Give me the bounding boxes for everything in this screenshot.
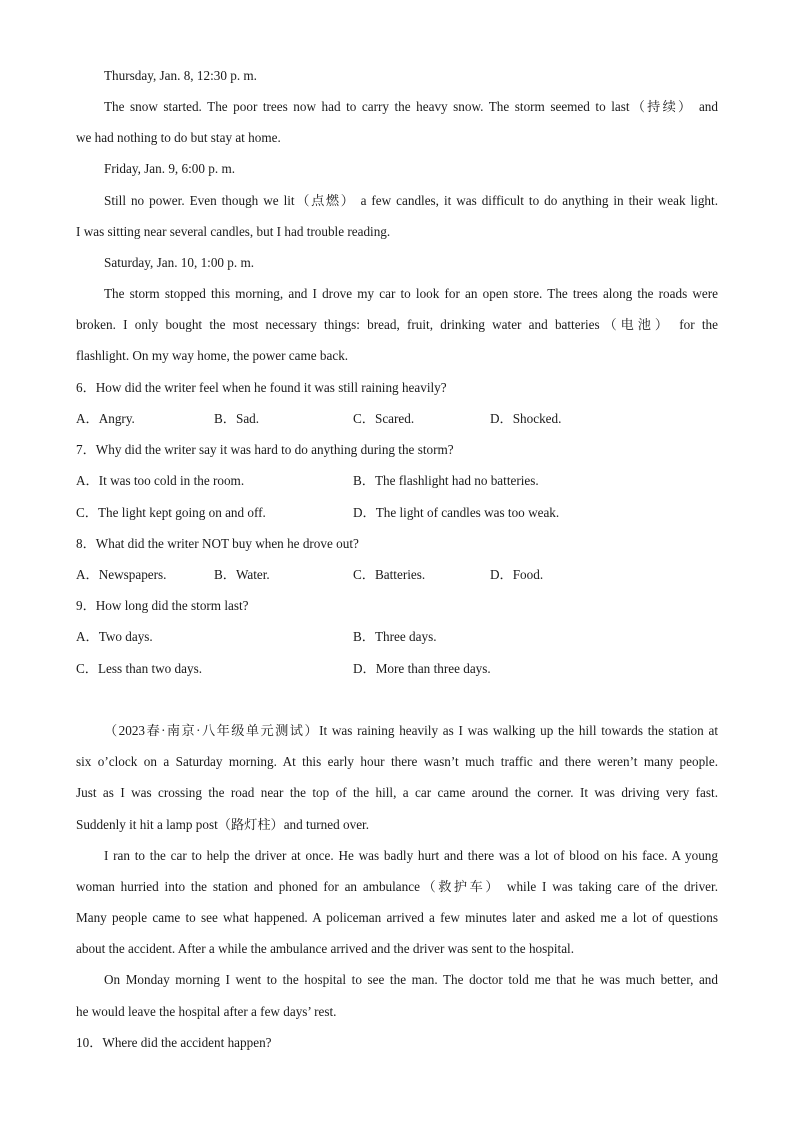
option-c: C．The light kept going on and off. (76, 505, 266, 520)
passage-text: （2023春·南京·八年级单元测试）It was raining heavily as I was walking up the hill towards the station at (104, 723, 718, 738)
option-a: A．Newspapers. (76, 567, 167, 582)
option-d: D．Food. (490, 567, 544, 582)
option-a: A．It was too cold in the room. (76, 473, 245, 488)
question-stem: 7．Why did the writer say it was hard to do anything during the storm? (76, 442, 454, 457)
option-b: B．Three days. (353, 629, 437, 644)
question-stem: 6．How did the writer feel when he found it was still raining heavily? (76, 380, 447, 395)
option-b: B．Sad. (214, 411, 260, 426)
diary-text: The storm stopped this morning, and I drove my car to look for an open store. The trees along the roads were (104, 286, 718, 301)
option-c: C．Batteries. (353, 567, 426, 582)
option-c: C．Less than two days. (76, 661, 203, 676)
option-c: C．Scared. (353, 411, 415, 426)
option-a: A．Two days. (76, 629, 153, 644)
passage-text: six o’clock on a Saturday morning. At this early hour there wasn’t much traffic and there weren’t many people. (76, 754, 718, 769)
option-d: D．More than three days. (353, 661, 491, 676)
diary-text: The snow started. The poor trees now had to carry the heavy snow. The storm seemed to last（持续） and (104, 99, 718, 114)
diary-heading-thursday: Thursday, Jan. 8, 12:30 p. m. (104, 68, 257, 83)
passage-text: Suddenly it hit a lamp post（路灯柱）and turned over. (76, 817, 370, 832)
diary-text: we had nothing to do but stay at home. (76, 130, 281, 145)
diary-text: flashlight. On my way home, the power came back. (76, 348, 349, 363)
option-a: A．Angry. (76, 411, 135, 426)
diary-heading-friday: Friday, Jan. 9, 6:00 p. m. (104, 161, 236, 176)
question-stem: 9．How long did the storm last? (76, 598, 249, 613)
diary-text: I was sitting near several candles, but I had trouble reading. (76, 224, 391, 239)
option-d: D．The light of candles was too weak. (353, 505, 560, 520)
passage-text: I ran to the car to help the driver at once. He was badly hurt and there was a lot of blood on his face. A young (104, 848, 718, 863)
passage-text: Many people came to see what happened. A policeman arrived a few minutes later and asked me a lot of questions (76, 910, 718, 925)
question-stem: 8．What did the writer NOT buy when he drove out? (76, 536, 359, 551)
passage-text: woman hurried into the station and phoned for an ambulance（救护车） while I was taking care of the driver. (76, 879, 718, 894)
passage-text: On Monday morning I went to the hospital to see the man. The doctor told me that he was much better, and (104, 972, 718, 987)
option-d: D．Shocked. (490, 411, 562, 426)
option-b: B．Water. (214, 567, 270, 582)
option-b: B．The flashlight had no batteries. (353, 473, 539, 488)
diary-text: broken. I only bought the most necessary things: bread, fruit, drinking water and batteries（电池） for the (76, 317, 718, 332)
passage-text: about the accident. After a while the ambulance arrived and the driver was sent to the hospital. (76, 941, 575, 956)
diary-text: Still no power. Even though we lit（点燃） a few candles, it was difficult to do anything in their weak light. (104, 193, 718, 208)
passage-text: he would leave the hospital after a few days’ rest. (76, 1004, 337, 1019)
passage-text: Just as I was crossing the road near the top of the hill, a car came around the corner. It was driving very fast. (76, 785, 718, 800)
question-stem: 10．Where did the accident happen? (76, 1035, 272, 1050)
diary-heading-saturday: Saturday, Jan. 10, 1:00 p. m. (104, 255, 255, 270)
